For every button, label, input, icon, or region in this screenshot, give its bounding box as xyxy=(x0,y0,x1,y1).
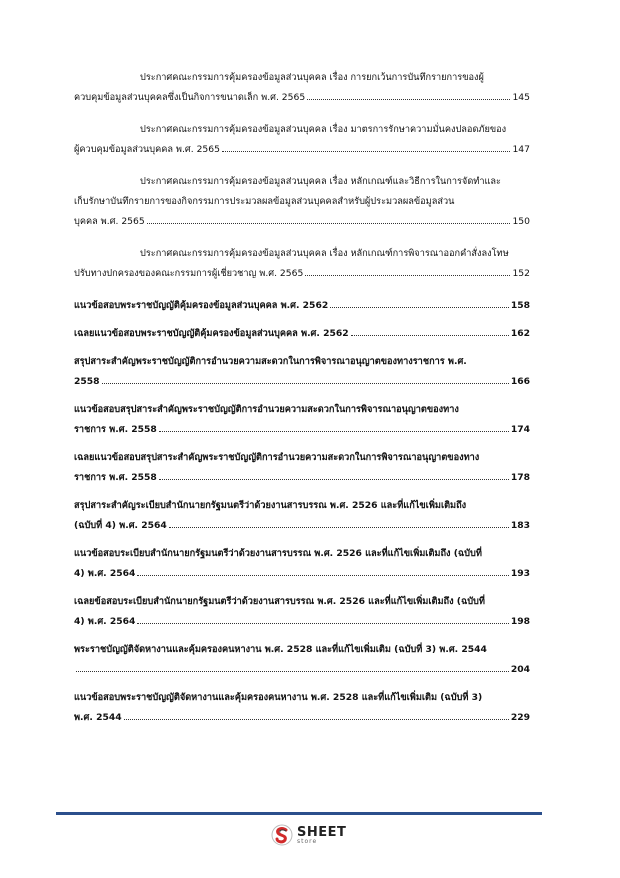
dot-leader xyxy=(124,718,509,720)
sheet-store-logo-icon xyxy=(271,824,293,846)
toc-entry[interactable] xyxy=(74,400,530,440)
toc-entry-title-line: ประกาศคณะกรรมการคุ้มครองข้อมูลส่วนบุคคล เรื่อง การยกเว้นการบันทึกรายการของผู้ xyxy=(140,72,484,83)
toc-entry-title-line: ประกาศคณะกรรมการคุ้มครองข้อมูลส่วนบุคคล เรื่อง มาตรการรักษาความมั่นคงปลอดภัยของ xyxy=(140,124,507,135)
toc-entry[interactable] xyxy=(74,352,530,392)
toc-page-number: 183 xyxy=(510,520,530,531)
toc-entry-title-line: แนวข้อสอบสรุปสาระสำคัญพระราชบัญญัติการอำนวยความสะดวกในการพิจารณาอนุญาตของทาง xyxy=(74,404,459,415)
toc-entry[interactable] xyxy=(74,244,530,284)
toc-entry-title-line: เฉลยข้อสอบระเบียบสำนักนายกรัฐมนตรีว่าด้วยงานสารบรรณ พ.ศ. 2526 และที่แก้ไขเพิ่มเติมถึง (ฉบับที่ xyxy=(74,596,485,607)
toc-entry-title-last-line: 4) พ.ศ. 2564 xyxy=(74,616,136,627)
toc-page-number: 158 xyxy=(510,300,530,311)
toc-entry[interactable] xyxy=(74,544,530,584)
dot-leader xyxy=(305,274,510,276)
dot-leader xyxy=(351,334,509,336)
toc-entry-title-last-line: 2558 xyxy=(74,376,100,387)
toc-entry-title-last-line: ราชการ พ.ศ. 2558 xyxy=(74,424,157,435)
toc-entry-title-last-line: 4) พ.ศ. 2564 xyxy=(74,568,136,579)
toc-page-number: 193 xyxy=(510,568,530,579)
toc-entry[interactable] xyxy=(74,640,530,680)
toc-entry[interactable] xyxy=(74,496,530,536)
toc-entry-title-last-line: ผู้ควบคุมข้อมูลส่วนบุคคล พ.ศ. 2565 xyxy=(74,144,220,155)
toc-entry[interactable] xyxy=(74,688,530,728)
dot-leader xyxy=(137,574,508,576)
dot-leader xyxy=(169,526,509,528)
toc-entry[interactable] xyxy=(74,448,530,488)
dot-leader xyxy=(307,98,510,100)
dot-leader xyxy=(76,670,509,672)
toc-entry[interactable] xyxy=(74,172,530,232)
toc-page-number: 178 xyxy=(510,472,530,483)
toc-page-number: 152 xyxy=(512,268,530,279)
toc-entry-title-line: ประกาศคณะกรรมการคุ้มครองข้อมูลส่วนบุคคล เรื่อง หลักเกณฑ์และวิธีการในการจัดทำและ xyxy=(140,176,501,187)
toc-entry-title-line: สรุปสาระสำคัญพระราชบัญญัติการอำนวยความสะดวกในการพิจารณาอนุญาตของทางราชการ พ.ศ. xyxy=(74,356,467,367)
toc-entry-title-last-line: ควบคุมข้อมูลส่วนบุคคลซึ่งเป็นกิจการขนาดเล็ก พ.ศ. 2565 xyxy=(74,92,306,103)
table-of-contents xyxy=(74,68,530,736)
toc-entry-title-last-line: ราชการ พ.ศ. 2558 xyxy=(74,472,157,483)
sheet-store-logo xyxy=(271,824,346,846)
toc-page-number: 198 xyxy=(510,616,530,627)
toc-page-number: 145 xyxy=(512,92,530,103)
logo-wordmark: SHEET xyxy=(297,824,347,840)
dot-leader xyxy=(330,306,509,308)
toc-entry-title-last-line: แนวข้อสอบพระราชบัญญัติคุ้มครองข้อมูลส่วนบุคคล พ.ศ. 2562 xyxy=(74,300,329,311)
dot-leader xyxy=(159,430,509,432)
toc-entry[interactable] xyxy=(74,68,530,108)
dot-leader xyxy=(147,222,511,224)
logo-subtext: store xyxy=(297,837,318,845)
toc-entry[interactable] xyxy=(74,592,530,632)
toc-entry[interactable] xyxy=(74,296,530,316)
toc-entry-title-line: ประกาศคณะกรรมการคุ้มครองข้อมูลส่วนบุคคล เรื่อง หลักเกณฑ์การพิจารณาออกคำสั่งลงโทษ xyxy=(140,248,509,259)
toc-entry-title-line: แนวข้อสอบพระราชบัญญัติจัดหางานและคุ้มครองคนหางาน พ.ศ. 2528 และที่แก้ไขเพิ่มเติม (ฉบับที่ 3) xyxy=(74,692,483,703)
toc-entry-title-line: สรุปสาระสำคัญระเบียบสำนักนายกรัฐมนตรีว่าด้วยงานสารบรรณ พ.ศ. 2526 และที่แก้ไขเพิ่มเติมถึง xyxy=(74,500,467,511)
toc-page-number: 204 xyxy=(510,664,530,675)
footer-rule xyxy=(56,812,542,815)
dot-leader xyxy=(102,382,509,384)
toc-entry-title-last-line: เฉลยแนวข้อสอบพระราชบัญญัติคุ้มครองข้อมูลส่วนบุคคล พ.ศ. 2562 xyxy=(74,328,349,339)
dot-leader xyxy=(137,622,508,624)
toc-page-number: 166 xyxy=(510,376,530,387)
dot-leader xyxy=(159,478,509,480)
toc-page-number: 229 xyxy=(510,712,530,723)
toc-entry-title-last-line: (ฉบับที่ 4) พ.ศ. 2564 xyxy=(74,520,167,531)
dot-leader xyxy=(222,150,510,152)
toc-entry[interactable] xyxy=(74,324,530,344)
toc-entry-title-line: เก็บรักษาบันทึกรายการของกิจกรรมการประมวลผลข้อมูลส่วนบุคคลสำหรับผู้ประมวลผลข้อมูลส่วน xyxy=(74,196,455,207)
toc-page-number: 150 xyxy=(512,216,530,227)
toc-entry-title-line: แนวข้อสอบระเบียบสำนักนายกรัฐมนตรีว่าด้วยงานสารบรรณ พ.ศ. 2526 และที่แก้ไขเพิ่มเติมถึง (ฉบับที่ xyxy=(74,548,482,559)
toc-entry-title-line: เฉลยแนวข้อสอบสรุปสาระสำคัญพระราชบัญญัติการอำนวยความสะดวกในการพิจารณาอนุญาตของทาง xyxy=(74,452,480,463)
toc-page-number: 147 xyxy=(512,144,530,155)
toc-entry-title-line: พระราชบัญญัติจัดหางานและคุ้มครองคนหางาน พ.ศ. 2528 และที่แก้ไขเพิ่มเติม (ฉบับที่ 3) พ.ศ. 2544 xyxy=(74,644,487,655)
toc-entry[interactable] xyxy=(74,120,530,160)
toc-entry-title-last-line: พ.ศ. 2544 xyxy=(74,712,122,723)
toc-page-number: 174 xyxy=(510,424,530,435)
toc-entry-title-last-line: ปรับทางปกครองของคณะกรรมการผู้เชี่ยวชาญ พ.ศ. 2565 xyxy=(74,268,304,279)
toc-page-number: 162 xyxy=(510,328,530,339)
toc-entry-title-last-line: บุคคล พ.ศ. 2565 xyxy=(74,216,145,227)
